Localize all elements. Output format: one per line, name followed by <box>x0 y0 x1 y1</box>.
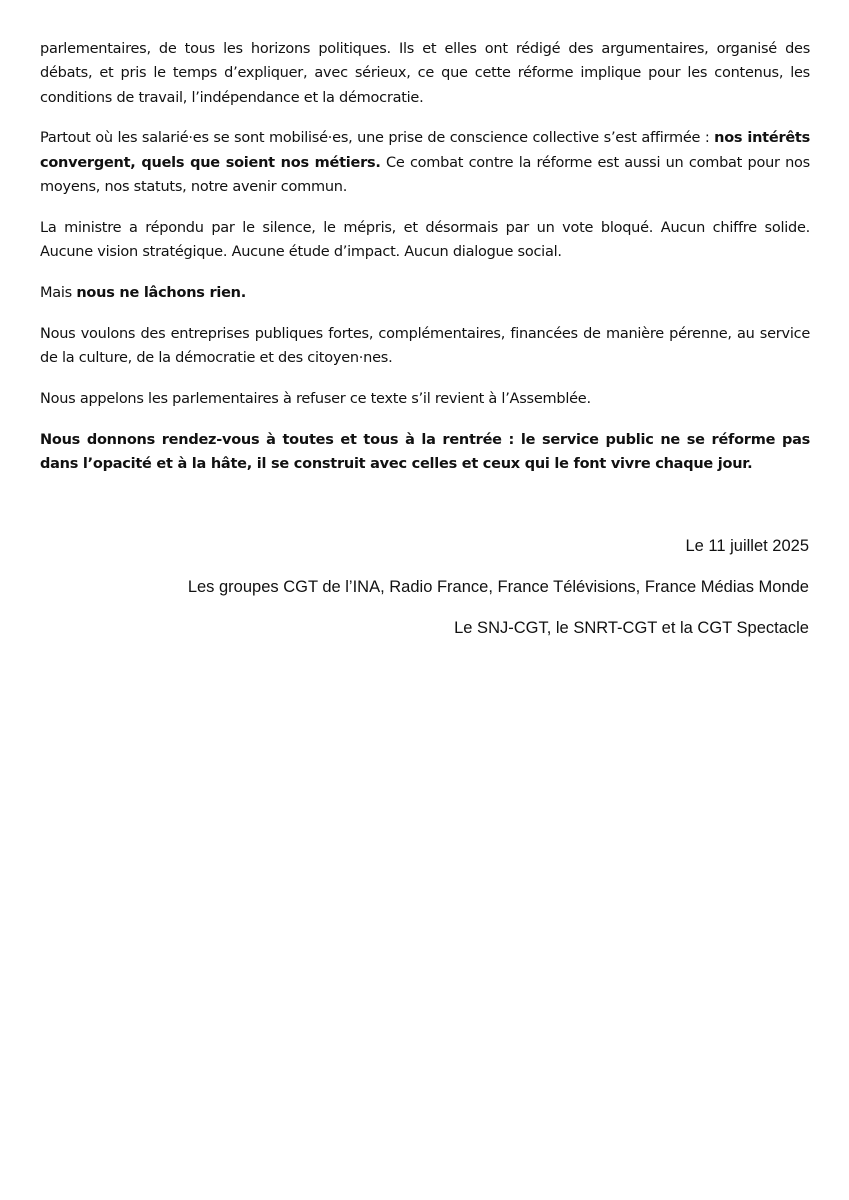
signature-groups: Les groupes CGT de l’INA, Radio France, France Télévisions, France Médias Monde <box>187 578 809 596</box>
paragraph-ministre: La ministre a répondu par le silence, le mépris, et désormais par un vote bloqué. Aucun chiffre solide. Aucune vision stratégique. Aucune étude d’impact. Aucun dialogue social. <box>40 219 810 261</box>
emphasis-text: nous ne lâchons rien. <box>76 285 247 302</box>
communique-body <box>40 37 810 493</box>
paragraph-mobilisation-parlementaires: parlementaires, de tous les horizons politiques. Ils et elles ont rédigé des argumentaires, organisé des débats, et pris le temps d’expliquer, avec sérieux, ce que cette réforme implique pour les contenus, les conditions de travail, l’indépendance et la démocratie. <box>40 41 810 106</box>
paragraph-entreprises-publiques: Nous voulons des entreprises publiques fortes, complémentaires, financées de manière pérenne, au service de la culture, de la démocratie et des citoyen·nes. <box>40 326 810 367</box>
paragraph-text: Mais <box>40 285 77 302</box>
paragraph-rendez-vous <box>40 428 810 477</box>
paragraph-mais <box>40 281 810 305</box>
paragraph-appel-parlementaires: Nous appelons les parlementaires à refuser ce texte s’il revient à l’Assemblée. <box>40 391 591 408</box>
signature-date: Le 11 juillet 2025 <box>685 537 809 555</box>
paragraph-prise-de-conscience <box>40 126 810 199</box>
paragraph-text: Partout où les salarié·es se sont mobilisé·es, une prise de conscience collective s’est affirmée : <box>40 130 715 147</box>
signature-unions: Le SNJ-CGT, le SNRT-CGT et la CGT Spectacle <box>454 619 809 637</box>
signature-block <box>39 534 809 657</box>
paragraph-text: Ce combat contre la réforme est aussi un combat pour nos moyens, nos statuts, notre avenir commun. <box>40 154 810 196</box>
emphasis-text: Nous donnons rendez-vous à toutes et tous à la rentrée : le service public ne se réforme pas dans l’opacité et à la hâte, il se construit avec celles et ceux qui le font vivre chaque jour. <box>40 432 810 473</box>
emphasis-text: nos intérêts convergent, quels que soient nos métiers. <box>40 130 810 171</box>
